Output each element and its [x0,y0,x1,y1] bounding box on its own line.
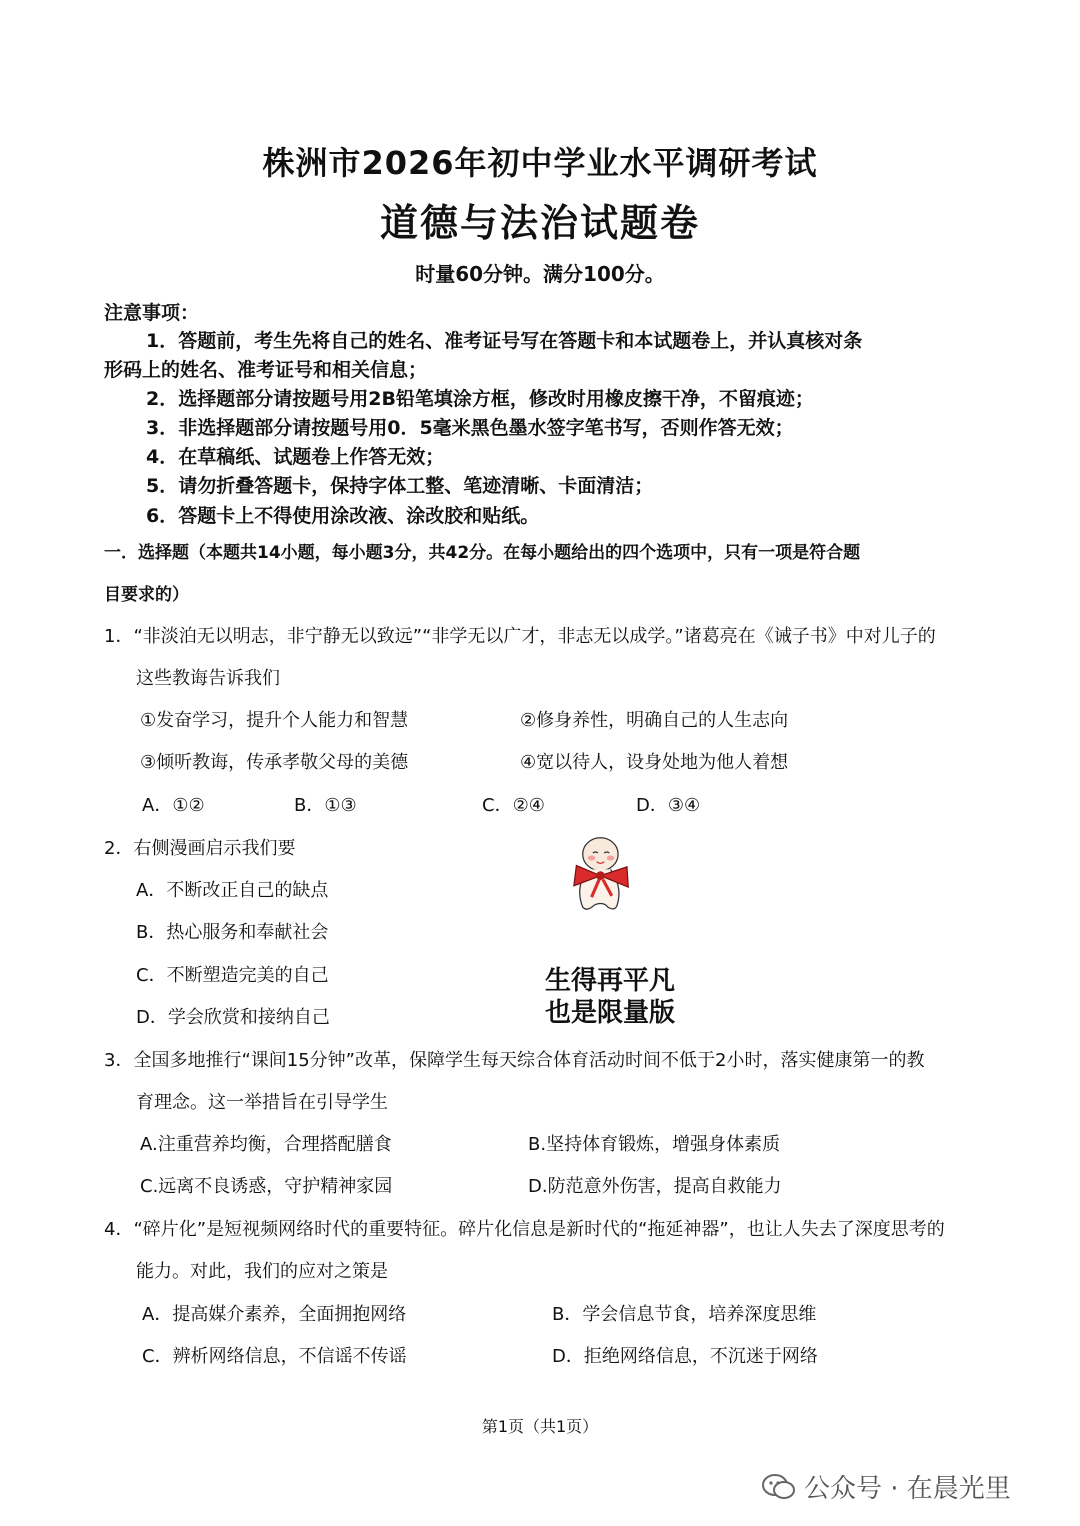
question-4-option-a[interactable]: A．提高媒介素养，全面拥抱网络 [142,1304,407,1325]
notice-line-1-cont: 形码上的姓名、准考证号和相关信息； [104,359,428,381]
question-3-option-a[interactable]: A.注重营养均衡，合理搭配膳食 [140,1134,392,1155]
question-1-stem: 1．“非淡泊无以明志，非宁静无以致远”“非学无以广才，非志无以成学。”诸葛亮在《诫子书》中对儿子的 [104,626,936,647]
section-1-heading-cont: 目要求的） [104,585,189,605]
question-1-option-b[interactable]: B．①③ [294,795,357,816]
question-3-option-c[interactable]: C.远离不良诱惑，守护精神家园 [140,1176,393,1197]
notice-line-1: 1．答题前，考生先将自己的姓名、准考证号写在答题卡和本试题卷上，并认真核对条 [146,330,863,352]
question-1-option-c[interactable]: C．②④ [482,795,545,816]
question-4-stem-cont: 能力。对此，我们的应对之策是 [136,1261,388,1282]
question-2-option-c[interactable]: C．不断塑造完美的自己 [136,965,329,986]
question-1-item-3: ③倾听教诲，传承孝敬父母的美德 [140,752,409,773]
section-1-heading: 一．选择题（本题共14小题，每小题3分，共42分。在每小题给出的四个选项中，只有一项是符合题 [104,543,861,563]
question-1-item-1: ①发奋学习，提升个人能力和智慧 [140,710,409,731]
question-4-option-d[interactable]: D．拒绝网络信息，不沉迷于网络 [552,1346,818,1367]
question-2-option-a[interactable]: A．不断改正自己的缺点 [136,880,329,901]
question-2-option-b[interactable]: B．热心服务和奉献社会 [136,922,329,943]
watermark-text: 公众号 · 在晨光里 [804,1474,1011,1504]
question-1-stem-cont: 这些教诲告诉我们 [136,668,280,689]
question-4-stem: 4．“碎片化”是短视频网络时代的重要特征。碎片化信息是新时代的“拖延神器”，也让人失去了深度思考的 [104,1219,945,1240]
exam-title: 株洲市2026年初中学业水平调研考试 [262,144,818,182]
question-3-stem-cont: 育理念。这一举措旨在引导学生 [136,1092,388,1113]
question-3-option-b[interactable]: B.坚持体育锻炼，增强身体素质 [528,1134,781,1155]
question-3-option-d[interactable]: D.防范意外伤害，提高自救能力 [528,1176,782,1197]
question-2-option-d[interactable]: D．学会欣赏和接纳自己 [136,1007,330,1028]
notice-line-6: 6．答题卡上不得使用涂改液、涂改胶和贴纸。 [146,505,540,527]
cartoon-illustration [508,834,708,954]
watermark [762,1468,1011,1505]
notice-line-4: 4．在草稿纸、试题卷上作答无效； [146,446,445,468]
wechat-icon [762,1473,796,1501]
question-1-option-d[interactable]: D．③④ [636,795,701,816]
question-1-item-4: ④宽以待人，设身处地为他人着想 [520,752,789,773]
cartoon-caption-line-1: 生得再平凡 [544,966,675,996]
time-note: 时量60分钟。满分100分。 [415,262,665,286]
notice-heading: 注意事项： [104,302,200,324]
page-footer: 第1页（共1页） [481,1417,599,1436]
notice-line-3: 3．非选择题部分请按题号用0．5毫米黑色墨水签字笔书写，否则作答无效； [146,417,794,439]
notice-line-5: 5．请勿折叠答题卡，保持字体工整、笔迹清晰、卡面清洁； [146,475,654,497]
notice-line-2: 2．选择题部分请按题号用2B铅笔填涂方框，修改时用橡皮擦干净，不留痕迹； [146,388,814,410]
question-2-stem: 2．右侧漫画启示我们要 [104,838,296,859]
cartoon-caption-line-2: 也是限量版 [544,998,675,1028]
question-1-item-2: ②修身养性，明确自己的人生志向 [520,710,789,731]
question-1-option-a[interactable]: A．①② [142,795,205,816]
question-4-option-c[interactable]: C．辨析网络信息，不信谣不传谣 [142,1346,407,1367]
question-4-option-b[interactable]: B．学会信息节食，培养深度思维 [552,1304,817,1325]
exam-subtitle: 道德与法治试题卷 [379,201,700,245]
question-3-stem: 3．全国多地推行“课间15分钟”改革，保障学生每天综合体育活动时间不低于2小时，落实健康第一的教 [104,1050,925,1071]
